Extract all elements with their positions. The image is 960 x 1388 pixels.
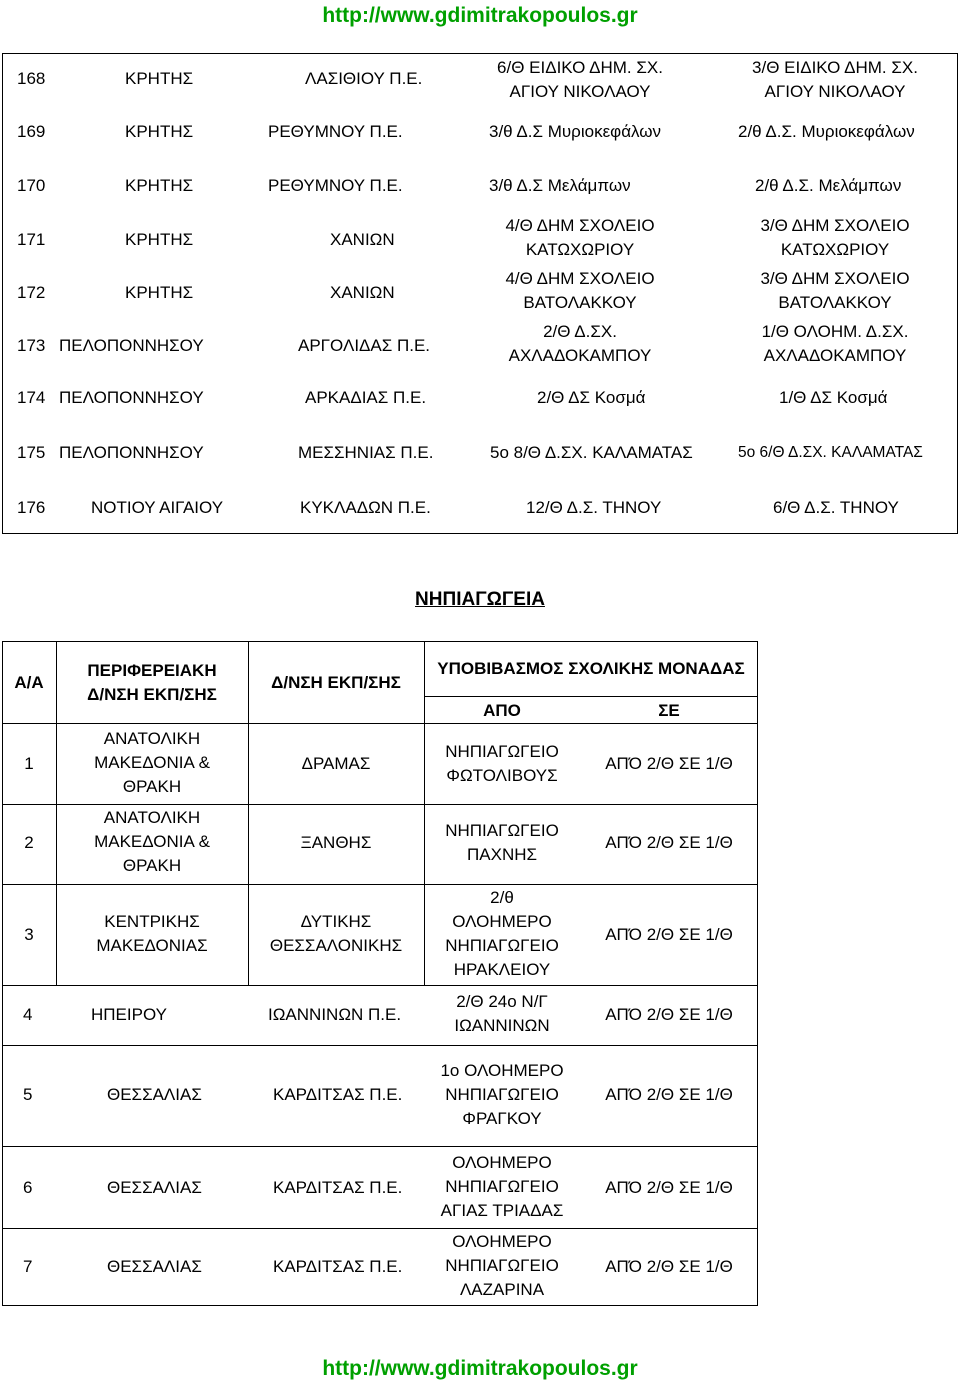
table-row-directorate: ΡΕΘΥΜΝΟΥ Π.Ε. xyxy=(268,122,403,141)
table-row-num: 1 xyxy=(24,754,34,773)
table-row-num: 174 xyxy=(17,388,46,407)
table-row-region: ΝΟΤΙΟΥ ΑΙΓΑΙΟΥ xyxy=(91,498,224,517)
table-row-directorate: ΑΡΓΟΛΙΔΑΣ Π.Ε. xyxy=(298,336,431,355)
table-row-directorate: ΡΕΘΥΜΝΟΥ Π.Ε. xyxy=(268,176,403,195)
table-row-directorate: ΚΑΡΔΙΤΣΑΣ Π.Ε. xyxy=(273,1178,403,1197)
table-row-from: 1ο ΟΛΟΗΜΕΡΟ ΝΗΠΙΑΓΩΓΕΙΟ ΦΡΑΓΚΟΥ xyxy=(440,1061,564,1128)
table-row-region: ΚΡΗΤΗΣ xyxy=(125,230,194,249)
table-row-to: 3/Θ ΔΗΜ ΣΧΟΛΕΙΟ ΚΑΤΩΧΩΡΙΟΥ xyxy=(760,216,910,259)
table-row-to: ΑΠΌ 2/Θ ΣΕ 1/Θ xyxy=(605,925,733,944)
table-row-region: ΑΝΑΤΟΛΙΚΗ ΜΑΚΕΔΟΝΙΑ & ΘΡΑΚΗ xyxy=(94,808,210,875)
table-row-region: ΚΡΗΤΗΣ xyxy=(125,283,194,302)
table-row-num: 176 xyxy=(17,498,46,517)
table-row-to: 3/Θ ΕΙΔΙΚΟ ΔΗΜ. ΣΧ. ΑΓΙΟΥ ΝΙΚΟΛΑΟΥ xyxy=(752,58,918,101)
table-row-num: 6 xyxy=(23,1178,33,1197)
table-row-to: 5ο 6/Θ Δ.ΣΧ. ΚΑΛΑΜΑΤΑΣ xyxy=(738,444,923,461)
table-row-region: ΘΕΣΣΑΛΙΑΣ xyxy=(107,1178,202,1197)
table-row-from: 2/Θ Δ.ΣΧ. ΑΧΛΑΔΟΚΑΜΠΟΥ xyxy=(508,322,652,365)
header-from: ΑΠΟ xyxy=(483,701,521,720)
table-row-from: 4/Θ ΔΗΜ ΣΧΟΛΕΙΟ ΒΑΤΟΛΑΚΚΟΥ xyxy=(505,269,655,312)
table-row-to: 1/Θ ΔΣ Κοσμά xyxy=(779,388,888,407)
table-row-to: 2/θ Δ.Σ. Μυριοκεφάλων xyxy=(738,122,915,141)
table-row-region: ΠΕΛΟΠΟΝΝΗΣΟΥ xyxy=(59,388,204,407)
table-row-from: 3/θ Δ.Σ Μυριοκεφάλων xyxy=(489,122,662,141)
table-row-directorate: ΧΑΝΙΩΝ xyxy=(330,283,395,302)
table-row-from: 3/θ Δ.Σ Μελάμπων xyxy=(489,176,631,195)
table-row-directorate: ΙΩΑΝΝΙΝΩΝ Π.Ε. xyxy=(268,1005,402,1024)
table-row-region: ΘΕΣΣΑΛΙΑΣ xyxy=(107,1085,202,1104)
header-directorate: Δ/ΝΣΗ ΕΚΠ/ΣΗΣ xyxy=(271,673,401,692)
header-url[interactable]: http://www.gdimitrakopoulos.gr xyxy=(322,4,638,27)
table-row-from: 5ο 8/Θ Δ.ΣΧ. ΚΑΛΑΜΑΤΑΣ xyxy=(490,443,693,462)
table-row-directorate: ΛΑΣΙΘΙΟΥ Π.Ε. xyxy=(305,69,423,88)
table-row-num: 172 xyxy=(17,283,46,302)
table-row-to: 3/Θ ΔΗΜ ΣΧΟΛΕΙΟ ΒΑΤΟΛΑΚΚΟΥ xyxy=(760,269,910,312)
table-row-to: ΑΠΌ 2/Θ ΣΕ 1/Θ xyxy=(605,1178,733,1197)
table-row-from: ΟΛΟΗΜΕΡΟ ΝΗΠΙΑΓΩΓΕΙΟ ΛΑΖΑΡΙΝΑ xyxy=(445,1232,559,1299)
table-row-directorate: ΚΑΡΔΙΤΣΑΣ Π.Ε. xyxy=(273,1085,403,1104)
table-row-num: 175 xyxy=(17,443,46,462)
table-row-region: ΗΠΕΙΡΟΥ xyxy=(91,1005,167,1024)
table-row-num: 170 xyxy=(17,176,46,195)
table-row-directorate: ΧΑΝΙΩΝ xyxy=(330,230,395,249)
table-row-from: ΝΗΠΙΑΓΩΓΕΙΟ ΠΑΧΝΗΣ xyxy=(445,821,559,864)
table-row-num: 7 xyxy=(23,1257,33,1276)
table-row-num: 4 xyxy=(23,1005,33,1024)
table-row-to: ΑΠΌ 2/Θ ΣΕ 1/Θ xyxy=(605,1005,733,1024)
table-row-num: 169 xyxy=(17,122,46,141)
table-row-directorate: ΔΥΤΙΚΗΣ ΘΕΣΣΑΛΟΝΙΚΗΣ xyxy=(269,912,403,955)
section-title: ΝΗΠΙΑΓΩΓΕΙΑ xyxy=(415,589,545,610)
table-row-directorate: ΞΑΝΘΗΣ xyxy=(300,833,372,852)
table-row-directorate: ΚΥΚΛΑΔΩΝ Π.Ε. xyxy=(300,498,431,517)
table-row-directorate: ΜΕΣΣΗΝΙΑΣ Π.Ε. xyxy=(298,443,434,462)
table-row-to: 2/θ Δ.Σ. Μελάμπων xyxy=(755,176,902,195)
table-row-region: ΚΡΗΤΗΣ xyxy=(125,69,194,88)
table-row-directorate: ΔΡΑΜΑΣ xyxy=(301,754,371,773)
table-row-from: 2/Θ 24ο Ν/Γ ΙΩΑΝΝΙΝΩΝ xyxy=(454,992,550,1035)
table-row-num: 173 xyxy=(17,336,46,355)
table-row-directorate: ΚΑΡΔΙΤΣΑΣ Π.Ε. xyxy=(273,1257,403,1276)
table-row-from: 4/Θ ΔΗΜ ΣΧΟΛΕΙΟ ΚΑΤΩΧΩΡΙΟΥ xyxy=(505,216,655,259)
table-row-to: ΑΠΌ 2/Θ ΣΕ 1/Θ xyxy=(605,754,733,773)
table-row-to: 6/Θ Δ.Σ. ΤΗΝΟΥ xyxy=(773,498,899,517)
table-row-num: 3 xyxy=(24,925,34,944)
table-row-num: 2 xyxy=(24,833,34,852)
table-row-num: 171 xyxy=(17,230,46,249)
table-row-from: 2/Θ ΔΣ Κοσμά xyxy=(537,388,646,407)
table-row-directorate: ΑΡΚΑΔΙΑΣ Π.Ε. xyxy=(305,388,427,407)
footer-url[interactable]: http://www.gdimitrakopoulos.gr xyxy=(322,1357,638,1380)
table-row-region: ΠΕΛΟΠΟΝΝΗΣΟΥ xyxy=(59,443,204,462)
table-row-region: ΚΡΗΤΗΣ xyxy=(125,176,194,195)
header-aa: Α/Α xyxy=(14,673,44,692)
table-row-to: ΑΠΌ 2/Θ ΣΕ 1/Θ xyxy=(605,833,733,852)
header-region: ΠΕΡΙΦΕΡΕΙΑΚΗ Δ/ΝΣΗ ΕΚΠ/ΣΗΣ xyxy=(87,661,217,704)
table-row-from: 12/Θ Δ.Σ. ΤΗΝΟΥ xyxy=(526,498,662,517)
table-row-num: 5 xyxy=(23,1085,33,1104)
table-row-from: 2/θ ΟΛΟΗΜΕΡΟ ΝΗΠΙΑΓΩΓΕΙΟ ΗΡΑΚΛΕΙΟΥ xyxy=(445,888,559,979)
table-row-to: ΑΠΌ 2/Θ ΣΕ 1/Θ xyxy=(605,1257,733,1276)
table-row-from: ΟΛΟΗΜΕΡΟ ΝΗΠΙΑΓΩΓΕΙΟ ΑΓΙΑΣ ΤΡΙΑΔΑΣ xyxy=(440,1153,564,1220)
table-row-region: ΘΕΣΣΑΛΙΑΣ xyxy=(107,1257,202,1276)
table-row-region: ΚΕΝΤΡΙΚΗΣ ΜΑΚΕΔΟΝΙΑΣ xyxy=(96,912,208,955)
header-downgrade: ΥΠΟΒΙΒΑΣΜΟΣ ΣΧΟΛΙΚΗΣ ΜΟΝΑΔΑΣ xyxy=(437,659,745,678)
table-row-region: ΠΕΛΟΠΟΝΝΗΣΟΥ xyxy=(59,336,204,355)
table-row-from: 6/Θ ΕΙΔΙΚΟ ΔΗΜ. ΣΧ. ΑΓΙΟΥ ΝΙΚΟΛΑΟΥ xyxy=(497,58,663,101)
header-to: ΣΕ xyxy=(658,701,680,720)
table-row-to: 1/Θ ΟΛΟΗΜ. Δ.ΣΧ. ΑΧΛΑΔΟΚΑΜΠΟΥ xyxy=(761,322,909,365)
table-row-region: ΚΡΗΤΗΣ xyxy=(125,122,194,141)
table-row-region: ΑΝΑΤΟΛΙΚΗ ΜΑΚΕΔΟΝΙΑ & ΘΡΑΚΗ xyxy=(94,729,210,796)
table-row-num: 168 xyxy=(17,69,46,88)
table-row-to: ΑΠΌ 2/Θ ΣΕ 1/Θ xyxy=(605,1085,733,1104)
table-row-from: ΝΗΠΙΑΓΩΓΕΙΟ ΦΩΤΟΛΙΒΟΥΣ xyxy=(445,742,559,785)
